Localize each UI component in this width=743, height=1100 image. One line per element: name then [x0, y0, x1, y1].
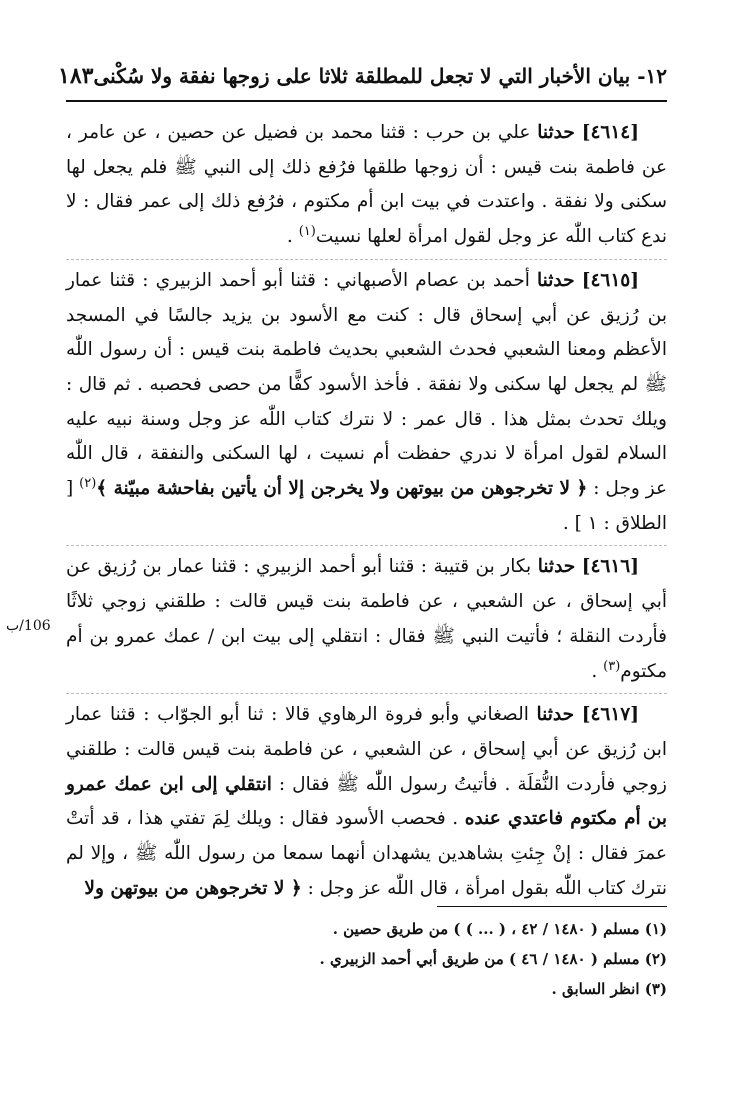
manuscript-folio-note: 106/ب [6, 618, 51, 634]
paragraph-separator [66, 259, 667, 260]
hadith-tail: [ الطلاق : ١ ] . [66, 478, 667, 534]
hadith-lead: حدثنا [537, 122, 575, 143]
hadith-4616 [66, 550, 667, 689]
hadith-4617 [66, 698, 667, 906]
hadith-text: بكار بن قتيبة : قثنا أبو أحمد الزبيري : قثنا عمار بن رُزيق عن أبي إسحاق ، عن الشعبي ، عن فاطمة بنت قيس قالت : طلقني زوجي ثلاثًا فأردت النقلة ؛ فأتيت النبي ﷺ فقال : انتقلي إلى بيت ابن / عمك عمرو بن أم مكتوم [66, 556, 667, 682]
footnote-1: (١) مسلم ( ١٤٨٠ / ٤٢ ، ( ... ) ) من طريق حصين . [332, 920, 667, 938]
quran-quote: ﴿ لا تخرجوهن من بيوتهن ولا [84, 877, 302, 899]
footnotes [66, 914, 667, 1004]
hadith-tail: . [591, 660, 604, 682]
quran-quote: ﴿ لا تخرجوهن من بيوتهن ولا يخرجن إلا أن يأتين بفاحشة مبيّنة ﴾ [96, 478, 588, 500]
footnote-marker[interactable]: (١) [298, 223, 316, 239]
footnote-marker[interactable]: (٢) [79, 475, 97, 491]
paragraph-separator [66, 545, 667, 546]
hadith-tail: . [286, 226, 299, 248]
hadith-4614 [66, 116, 667, 255]
hadith-text: أحمد بن عصام الأصبهاني : قثنا أبو أحمد الزبيري : قثنا عمار بن رُزيق عن أبي إسحاق قال : كنت مع الأسود بن يزيد جالسًا في المسجد الأعظم ومعنا الشعبي فحدث الشعبي بحديث فاطمة بنت قيس : أن رسول اللّٰه ﷺ لم يجعل لها سكنى ولا نفقة . فأخذ الأسود كفًّا من حصى فحصبه . ثم قال : ويلك تحدث بمثل هذا . قال عمر : لا نترك كتاب اللّٰه عز وجل وسنة نبيه عليه السلام لقول امرأة لا ندري حفظت أم نسيت ، لها السكنى والنفقة ، قال اللّٰه عز وجل : [66, 269, 667, 500]
header-rule [66, 100, 667, 102]
hadith-number: [٤٦١٧] [581, 704, 639, 726]
hadith-lead: حدثنا [537, 269, 575, 291]
hadith-lead: حدثنا [537, 556, 576, 578]
main-text [66, 116, 667, 906]
page-number: ١٨٣ [58, 63, 94, 89]
hadith-text: علي بن حرب : قثنا محمد بن فضيل عن حصين ، عن عامر ، عن فاطمة بنت قيس : أن زوجها طلقها فرُفع ذلك إلى النبي ﷺ فلم يجعل لها سكنى ولا نفقة . واعتدت في بيت ابن أم مكتوم ، فرُفع ذلك إلى عمر فقال : لا ندع كتاب اللّٰه عز وجل لقول امرأة لعلها نسيت [66, 122, 667, 248]
hadith-lead: حدثنا [536, 704, 575, 726]
hadith-text-continued: . فحصب الأسود فقال : ويلك لِمَ تفتي هذا ، قد أتتْ عمرَ فقال : إنْ جِئتِ بشاهدين يشهدان أنهما سمعا من رسول اللّٰه ﷺ ، وإلا لم نترك كتاب اللّٰه بقول امرأة ، قال اللّٰه عز وجل : [66, 808, 667, 899]
bold-quote: انتقلي إلى ابن عمك عمرو بن أم مكتوم فاعتدي عنده [66, 773, 668, 830]
footnote-3: (٣) انظر السابق . [551, 980, 667, 998]
hadith-4615 [66, 264, 667, 542]
chapter-title: ١٢- بيان الأخبار التي لا تجعل للمطلقة ثلاثا على زوجها نفقة ولا سُكْنى [93, 64, 667, 88]
footnote-marker[interactable]: (٣) [603, 658, 621, 674]
footnote-2: (٢) مسلم ( ١٤٨٠ / ٤٦ ) من طريق أبي أحمد الزبيري . [319, 950, 667, 968]
paragraph-separator [66, 693, 667, 694]
hadith-number: [٤٦١٤] [581, 122, 639, 143]
running-header [58, 56, 667, 96]
hadith-number: [٤٦١٥] [581, 269, 639, 291]
hadith-text: الصغاني وأبو فروة الرهاوي قالا : ثنا أبو الجوّاب : قثنا عمار ابن رُزيق عن أبي إسحاق ، عن الشعبي ، عن فاطمة بنت قيس قالت : طلقني زوجي فأردت النُّقلَة . فأتيتُ رسول اللّٰه ﷺ فقال : [66, 704, 667, 795]
hadith-number: [٤٦١٦] [581, 556, 639, 578]
footnote-rule [437, 906, 667, 907]
